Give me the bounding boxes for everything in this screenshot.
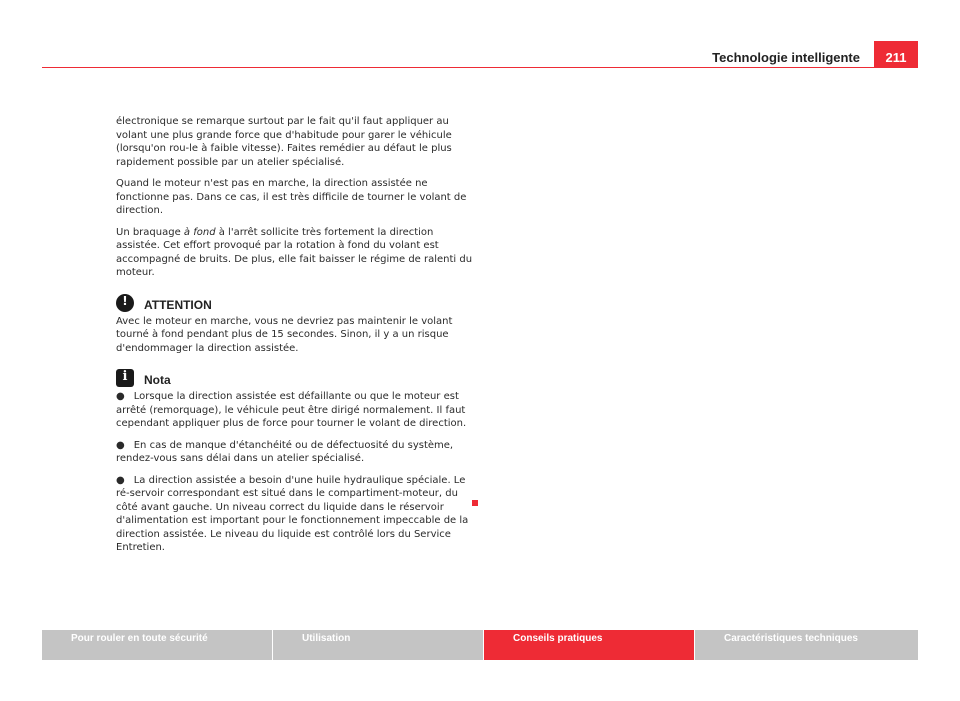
footer-tab-conseils-pratiques[interactable]: Conseils pratiques: [484, 630, 694, 660]
bullet-icon: ●: [116, 439, 125, 451]
header-rule: [42, 67, 918, 68]
info-icon: [116, 369, 134, 387]
list-item: [116, 390, 476, 431]
footer-tab-utilisation[interactable]: Utilisation: [273, 630, 483, 660]
bullet-icon: ●: [116, 474, 125, 486]
attention-heading: [116, 294, 476, 312]
emphasis-text: à fond: [183, 226, 216, 238]
attention-text: Avec le moteur en marche, vous ne devriez pas maintenir le volant tourné à fond pendant plus de 15 secondes. Sinon, il y a un risque d'endommager la direction assistée.: [116, 315, 453, 354]
footer-tab-caracteristiques[interactable]: Caractéristiques techniques: [695, 630, 918, 660]
list-item: [116, 474, 476, 555]
paragraph: Quand le moteur n'est pas en marche, la direction assistée ne fonctionne pas. Dans ce cas, il est très difficile de tourner le volant de direction.: [116, 178, 467, 216]
paragraph: électronique se remarque surtout par le fait qu'il faut appliquer au volant une plus grande force que d'habitude pour garer le véhicule (lorsqu'on rou-le à faible vitesse). Faites remédier au défaut le plus rapidement possible par un atelier spécialisé.: [116, 116, 452, 168]
footer-navigation: [42, 630, 918, 660]
attention-title: ATTENTION: [144, 297, 212, 312]
list-item-text: Lorsque la direction assistée est défaillante ou que le moteur est arrêté (remorquage), le véhicule peut être dirigé normalement. Il faut cependant appliquer plus de force pour tourner le volant de direction.: [116, 391, 467, 429]
nota-heading: [116, 369, 476, 387]
page-section-title: Technologie intelligente: [712, 50, 860, 65]
paragraph-text: à l'arrêt sollicite très fortement la direction assistée. Cet effort provoqué par la rotation à fond du volant est accompagné de bruits. De plus, elle fait baisser le régime de ralenti du moteur.: [116, 226, 473, 278]
list-item-text: En cas de manque d'étanchéité ou de défectuosité du système, rendez-vous sans délai dans un atelier spécialisé.: [116, 439, 454, 464]
list-item: [116, 439, 476, 466]
footer-tab-securite[interactable]: Pour rouler en toute sécurité: [42, 630, 272, 660]
main-content: [116, 115, 476, 563]
bullet-icon: ●: [116, 391, 125, 402]
paragraph-text: Un braquage: [116, 226, 184, 238]
section-end-marker: [472, 500, 478, 506]
list-item-text: La direction assistée a besoin d'une huile hydraulique spéciale. Le ré-servoir correspondant est situé dans le compartiment-moteur, du côté avant gauche. Un niveau correct du liquide dans le réservoir d'alimentation est important pour le fonctionnement impeccable de la direction assistée. Le niveau du liquide est contrôlé lors du Service Entretien.: [116, 474, 469, 553]
page-number: 211: [874, 41, 918, 67]
nota-title: Nota: [144, 373, 171, 387]
warning-icon: [116, 294, 134, 312]
paragraph: [116, 226, 476, 280]
